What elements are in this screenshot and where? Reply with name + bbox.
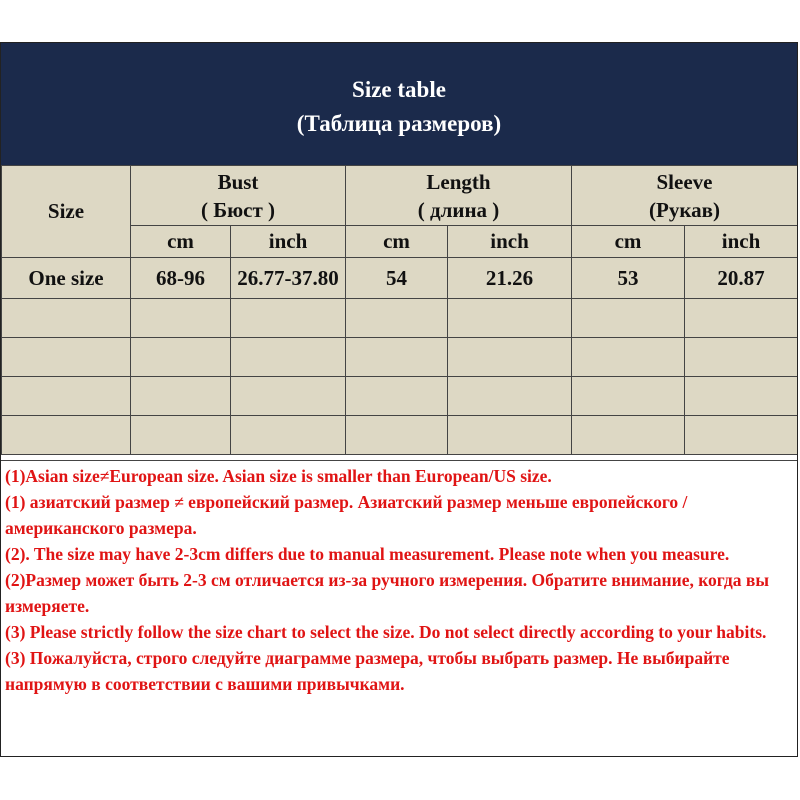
length-cm-cell: 54 [346, 258, 448, 299]
bust-inch-unit: inch [231, 226, 346, 258]
size-table [1, 165, 798, 455]
note-follow-chart-ru: (3) Пожалуйста, строго следуйте диаграмме размера, чтобы выбрать размер. Не выбирайте напрямую в соответствии с вашими привычками. [5, 648, 730, 694]
size-cell: One size [2, 258, 131, 299]
length-header [346, 166, 572, 226]
title-english: Size table [352, 77, 446, 102]
bust-cm-cell: 68-96 [131, 258, 231, 299]
note-asian-size-ru: (1) азиатский размер ≠ европейский размер. Азиатский размер меньше европейского / американского размера. [5, 492, 688, 538]
empty-row [2, 416, 798, 455]
bust-cm-unit: cm [131, 226, 231, 258]
sleeve-cm-cell: 53 [572, 258, 685, 299]
empty-row [2, 338, 798, 377]
size-header: Size [2, 166, 131, 258]
note-measurement-en: (2). The size may have 2-3cm differs due to manual measurement. Please note when you measure. [5, 544, 730, 564]
title-russian: (Таблица размеров) [296, 111, 502, 136]
sleeve-header [572, 166, 798, 226]
length-cm-unit: cm [346, 226, 448, 258]
length-label-en: Length [426, 169, 491, 194]
table-row [2, 258, 798, 299]
size-chart-header [1, 43, 797, 165]
sleeve-label-en: Sleeve [656, 169, 713, 194]
bust-label-ru: ( Бюст ) [200, 197, 276, 222]
empty-row [2, 377, 798, 416]
sleeve-inch-unit: inch [685, 226, 798, 258]
bust-header [131, 166, 346, 226]
note-measurement-ru: (2)Размер может быть 2-3 см отличается из-за ручного измерения. Обратите внимание, когда вы измеряете. [5, 570, 769, 616]
sleeve-cm-unit: cm [572, 226, 685, 258]
note-asian-size-en: (1)Asian size≠European size. Asian size is smaller than European/US size. [5, 466, 552, 486]
length-inch-unit: inch [448, 226, 572, 258]
sleeve-label-ru: (Рукав) [649, 197, 720, 222]
empty-row [2, 299, 798, 338]
sleeve-inch-cell: 20.87 [685, 258, 798, 299]
length-inch-cell: 21.26 [448, 258, 572, 299]
length-label-ru: ( длина ) [417, 197, 500, 222]
size-notes [1, 460, 797, 756]
bust-inch-cell: 26.77-37.80 [231, 258, 346, 299]
note-follow-chart-en: (3) Please strictly follow the size chart to select the size. Do not select directly according to your habits. [5, 622, 767, 642]
size-chart [0, 42, 798, 757]
bust-label-en: Bust [217, 169, 259, 194]
